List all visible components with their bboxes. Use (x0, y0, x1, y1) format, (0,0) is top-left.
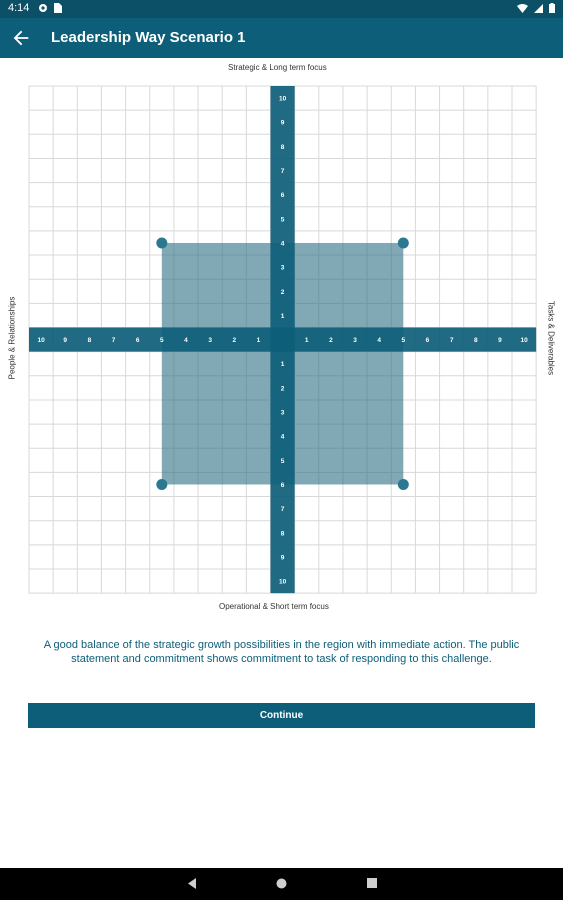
axis-label-top: Strategic & Long term focus (228, 63, 327, 72)
x-tick-label: 1 (256, 337, 261, 345)
x-tick-label: 4 (377, 337, 381, 345)
x-tick-label: 2 (232, 337, 237, 345)
home-circle-icon[interactable] (275, 877, 288, 890)
y-tick-label: 2 (280, 385, 285, 393)
y-tick-label: 7 (280, 506, 285, 514)
y-tick-label: 3 (280, 264, 285, 272)
y-tick-label: 9 (280, 554, 285, 562)
back-triangle-icon[interactable] (186, 877, 198, 890)
corner-handle-top-left[interactable] (156, 237, 167, 248)
corner-handle-bottom-right[interactable] (398, 479, 409, 490)
x-tick-label: 3 (208, 337, 212, 345)
axis-label-left: People & Relationships (7, 296, 17, 380)
x-tick-label: 6 (135, 337, 140, 345)
y-tick-label: 6 (280, 481, 285, 489)
continue-button[interactable]: Continue (28, 703, 535, 728)
x-tick-label: 7 (111, 337, 116, 345)
x-tick-label: 5 (401, 337, 406, 345)
y-tick-label: 4 (280, 240, 285, 248)
y-tick-label: 6 (280, 192, 285, 200)
navigation-bar (0, 868, 563, 900)
x-tick-label: 7 (449, 337, 454, 345)
y-tick-label: 5 (280, 216, 285, 224)
vertical-axis-bar (271, 86, 295, 593)
x-tick-label: 8 (87, 337, 92, 345)
y-tick-label: 7 (280, 168, 285, 176)
x-tick-label: 3 (353, 337, 357, 345)
x-tick-label: 8 (473, 337, 478, 345)
scenario-description: A good balance of the strategic growth possibilities in the region with immediate action. The public statement and commitment shows commitment to task of responding to this challenge. (43, 639, 520, 665)
x-tick-label: 5 (160, 337, 164, 345)
y-tick-label: 10 (278, 95, 287, 103)
status-time: 4:14 (8, 2, 30, 14)
y-tick-label: 4 (280, 433, 285, 441)
x-tick-label: 10 (520, 337, 528, 345)
y-tick-label: 1 (280, 312, 285, 320)
y-tick-label: 10 (278, 578, 287, 586)
page-title: Leadership Way Scenario 1 (51, 29, 246, 46)
axis-label-right: Tasks & Deliverables (546, 300, 556, 376)
y-tick-label: 3 (280, 409, 285, 417)
y-tick-label: 8 (280, 143, 285, 151)
y-tick-label: 1 (280, 361, 285, 369)
x-tick-label: 6 (425, 337, 430, 345)
x-tick-label: 4 (184, 337, 188, 345)
x-tick-label: 9 (63, 337, 68, 345)
corner-handle-top-right[interactable] (398, 237, 409, 248)
recents-square-icon[interactable] (366, 877, 378, 889)
axis-label-bottom: Operational & Short term focus (219, 602, 329, 611)
x-tick-label: 9 (498, 337, 502, 345)
x-tick-label: 10 (37, 337, 45, 345)
x-tick-label: 2 (329, 337, 333, 345)
corner-handle-bottom-left[interactable] (156, 479, 167, 490)
y-tick-label: 8 (280, 530, 285, 538)
y-tick-label: 2 (280, 288, 285, 296)
y-tick-label: 5 (280, 457, 285, 465)
y-tick-label: 9 (280, 119, 285, 127)
x-tick-label: 1 (304, 337, 309, 345)
